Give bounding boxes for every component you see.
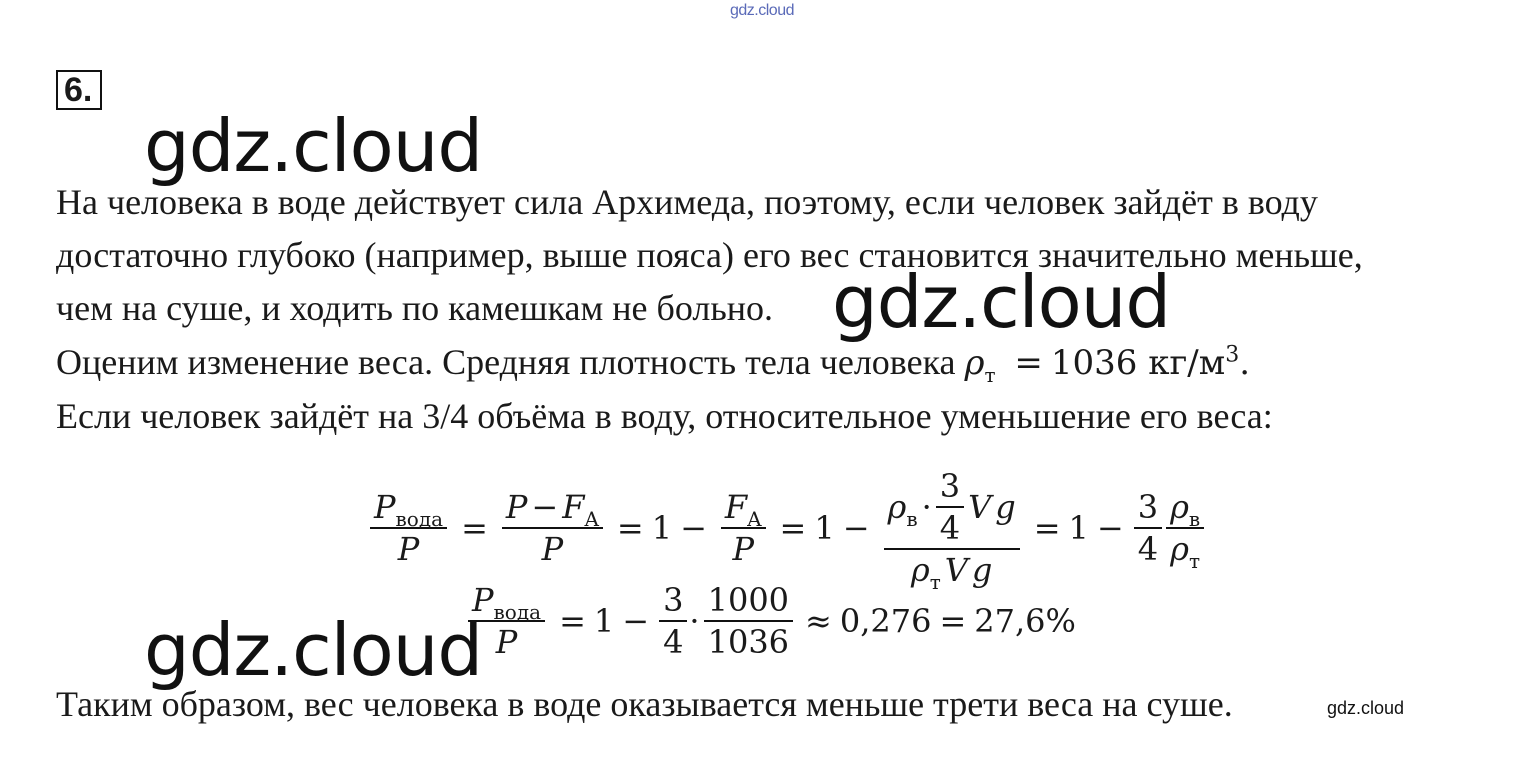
equals-sign: = [939,602,967,640]
number-one: 1 [1068,509,1089,547]
rho-symbol: ρ [910,551,930,589]
top-watermark: gdz.cloud [730,2,794,19]
p-subscript: вода [395,507,444,531]
p-symbol: P [397,530,420,568]
rho-symbol: ρ [964,343,985,383]
watermark-logo: gdz.cloud [832,260,1171,344]
fraction-density-values: $\frac{1000}{1036}$ [704,584,793,658]
v-symbol: V [968,488,992,526]
paragraph-line-1: На человека в воде действует сила Архимеда, поэтому, если человек зайдёт в воду [56,182,1318,222]
rho-subscript: т [984,363,996,387]
fraction-density-ratio [1166,488,1204,573]
p-symbol: P [732,530,754,568]
g-symbol: g [971,551,993,589]
result-decimal: 0,276 [839,602,932,640]
v-symbol: V [944,551,968,589]
fraction-three-quarters: $\frac{3}{4}$ [659,584,687,658]
g-symbol: g [995,488,1016,526]
conclusion-line: Таким образом, вес человека в воде оказывается меньше трети веса на суше. [56,684,1233,724]
f-symbol: F [724,488,748,526]
fraction-three-quarters: $\frac{3}{4}$ [936,470,964,544]
fraction-p-minus-fa-over-p [502,488,603,568]
dot-operator: · [921,488,932,526]
p-symbol: P [505,488,528,526]
small-watermark: gdz.cloud [1327,698,1405,718]
formula-relative-weight [364,467,1206,594]
minus-sign: − [531,488,559,526]
number-one: 1 [651,509,673,547]
density-formula [964,342,1251,387]
minus-sign: − [622,602,650,640]
number-one: 1 [593,602,615,640]
f-symbol: F [562,488,585,526]
rho-water-subscript: в [1188,507,1201,531]
result-percent: 27,6% [974,602,1076,640]
watermark-logo: gdz.cloud [144,104,483,188]
number-one: 1 [814,509,835,547]
f-subscript: A [747,507,762,531]
p-symbol: P [374,488,396,526]
minus-sign: − [1096,509,1124,547]
approx-sign: ≈ [805,602,832,640]
fraction-archimedes-force [884,467,1020,594]
paragraph-line-3: чем на суше, и ходить по камешкам не больно. [56,288,774,328]
equals-sign: = [1014,343,1043,383]
fraction-three-quarters: $\frac{3}{4}$ [1134,491,1162,565]
p-symbol: P [541,530,564,568]
fraction-fa-over-p [721,488,766,568]
estimate-line [56,340,1251,387]
formula-numeric-result [462,581,1076,661]
equals-sign: = [616,509,644,547]
density-value: 1036 кг/м [1050,343,1226,383]
minus-sign: − [842,509,870,547]
p-symbol: P [495,623,518,661]
f-subscript: A [584,507,599,531]
rho-symbol: ρ [1170,488,1189,526]
rho-symbol: ρ [887,488,907,526]
rho-water-subscript: в [906,507,918,531]
minus-sign: − [680,509,707,547]
fraction-p-water-over-p [370,488,447,568]
dot-operator: · [689,602,700,640]
watermark-logo: gdz.cloud [144,608,483,692]
rho-body-subscript: т [1188,549,1201,573]
p-symbol: P [472,581,494,619]
paragraph-line-2: достаточно глубоко (например, выше пояса) его вес становится значительно меньше, [56,235,1363,275]
condition-line: Если человек зайдёт на 3/4 объёма в воду, относительное уменьшение его веса: [56,396,1273,436]
task-number: 6. [64,71,93,109]
rho-symbol: ρ [1170,530,1189,568]
equals-sign: = [779,509,807,547]
estimate-text: Оценим изменение веса. Средняя плотность тела человека [56,342,956,382]
period: . [1239,343,1251,383]
equals-sign: = [461,509,488,547]
equals-sign: = [559,602,586,640]
unit-power: 3 [1225,342,1240,368]
p-subscript: вода [493,600,542,624]
equals-sign: = [1033,509,1061,547]
rho-body-subscript: т [929,570,941,594]
